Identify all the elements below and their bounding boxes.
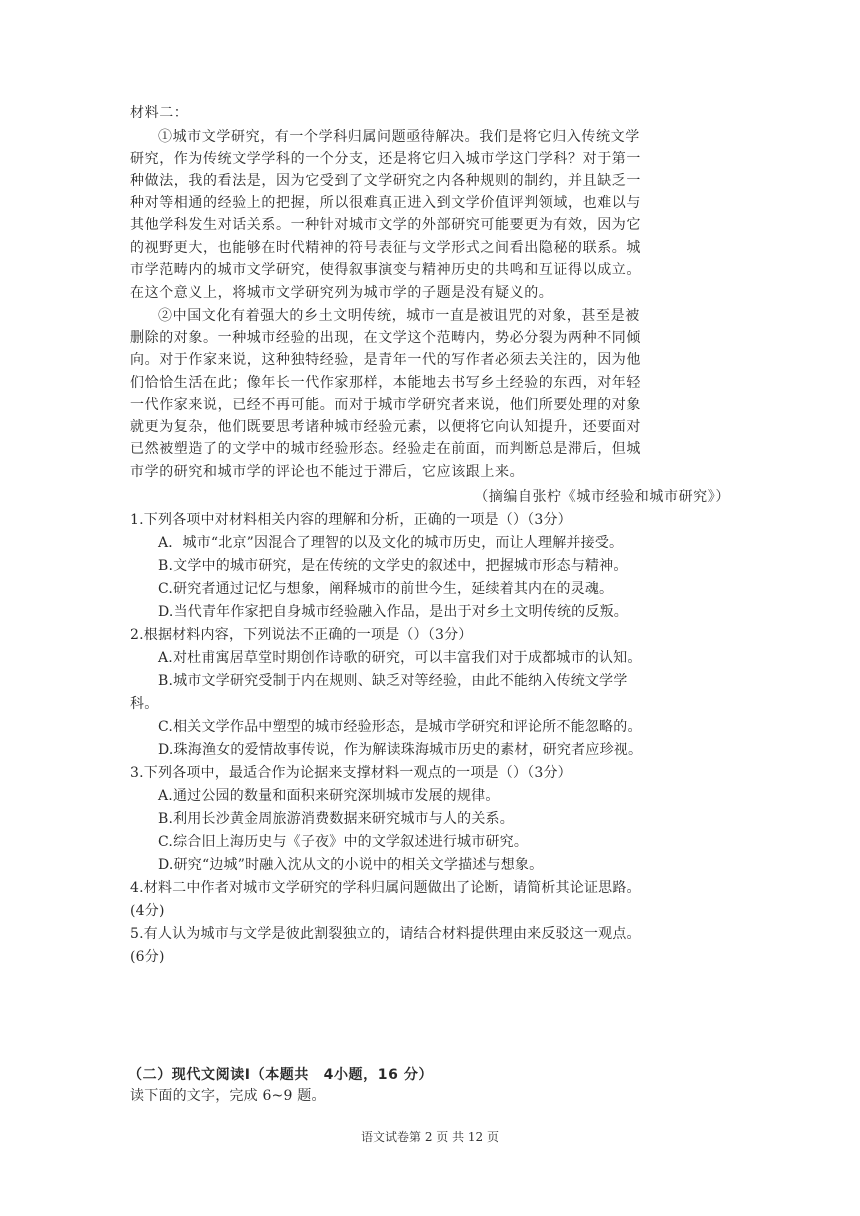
paragraph-line: ②中国文化有着强大的乡土文明传统，城市一直是被诅咒的对象，甚至是被 xyxy=(158,308,640,324)
paragraph-line: 种对等相通的经验上的把握，所以很难真正进入到文学价值评判领域，也难以与 xyxy=(130,195,641,211)
section-instruction: 读下面的文字，完成 6~9 题。 xyxy=(130,1088,326,1104)
q1-option-c: C.研究者通过记忆与想象，阐释城市的前世今生，延续着其内在的灵魂。 xyxy=(158,581,614,597)
paragraph-line: 其他学科发生对话关系。一种针对城市文学的外部研究可能要更为有效，因为它 xyxy=(130,217,641,233)
question-3-stem: 3.下列各项中，最适合作为论据来支撑材料一观点的一项是（）（3分） xyxy=(130,765,572,781)
paragraph-line: 删除的对象。一种城市经验的出现，在文学这个范畴内，势必分裂为两种不同倾 xyxy=(130,330,641,346)
q2-option-a: A.对杜甫寓居草堂时期创作诗歌的研究，可以丰富我们对于成都城市的认知。 xyxy=(158,650,642,666)
question-4-points: (4分) xyxy=(130,903,165,919)
question-5-stem: 5.有人认为城市与文学是彼此割裂独立的，请结合材料提供理由来反驳这一观点。 xyxy=(130,926,641,942)
paragraph-line: 们恰恰生活在此；像年长一代作家那样，本能地去书写乡土经验的东西，对年轻 xyxy=(130,375,641,391)
q2-option-b-continued: 科。 xyxy=(130,696,159,712)
question-2-stem: 2.根据材料内容，下列说法不正确的一项是（）（3分） xyxy=(130,627,473,643)
source-citation: （摘编自张柠《城市经验和城市研究》） xyxy=(474,489,730,505)
q1-option-d: D.当代青年作家把自身城市经验融入作品，是出于对乡土文明传统的反叛。 xyxy=(158,604,628,620)
q3-option-b: B.利用长沙黄金周旅游消费数据来研究城市与人的关系。 xyxy=(158,811,514,827)
question-1-stem: 1.下列各项中对材料相关内容的理解和分析，正确的一项是（）（3分） xyxy=(130,512,572,528)
paragraph-line: 研究，作为传统文学学科的一个分支，还是将它归入城市学这门学科？对于第一 xyxy=(130,151,641,167)
paragraph-line: 市学的研究和城市学的评论也不能过于滞后，它应该跟上来。 xyxy=(130,464,525,480)
q2-option-d: D.珠海渔女的爱情故事传说，作为解读珠海城市历史的素材，研究者应珍视。 xyxy=(158,742,643,758)
q2-option-c: C.相关文学作品中塑型的城市经验形态，是城市学研究和评论所不能忽略的。 xyxy=(158,719,642,735)
paragraph-line: 一代作家来说，已经不再可能。而对于城市学研究者来说，他们所要处理的对象 xyxy=(130,397,641,413)
paragraph-line: 向。对于作家来说，这种独特经验，是青年一代的写作者必须去关注的，因为他 xyxy=(130,352,641,368)
section-heading: （二）现代文阅读Ⅰ（本题共 4小题，16 分） xyxy=(128,1067,434,1083)
paragraph-line: 已然被塑造了的文学中的城市经验形态。经验走在前面，而判断总是滞后，但城 xyxy=(130,441,641,457)
q1-option-a: A．城市“北京”因混合了理智的以及文化的城市历史，而让人理解并接受。 xyxy=(158,535,624,551)
q2-option-b: B.城市文学研究受制于内在规则、缺乏对等经验，由此不能纳入传统文学学 xyxy=(158,673,628,689)
material-heading: 材料二： xyxy=(130,105,189,121)
q3-option-a: A.通过公园的数量和面积来研究深圳城市发展的规律。 xyxy=(158,788,500,804)
paragraph-line: 种做法，我的看法是，因为它受到了文学研究之内各种规则的制约，并且缺乏一 xyxy=(130,173,641,189)
q3-option-c: C.综合旧上海历史与《子夜》中的文学叙述进行城市研究。 xyxy=(158,834,529,850)
q1-option-b: B.文学中的城市研究，是在传统的文学史的叙述中，把握城市形态与精神。 xyxy=(158,558,628,574)
paragraph-line: 在这个意义上，将城市文学研究列为城市学的子题是没有疑义的。 xyxy=(130,285,554,301)
paragraph-line: 就更为复杂，他们既要思考诸种城市经验元素，以便将它向认知提升，还要面对 xyxy=(130,419,641,435)
question-4-stem: 4.材料二中作者对城市文学研究的学科归属问题做出了论断，请简析其论证思路。 xyxy=(130,880,641,896)
question-5-points: (6分) xyxy=(130,949,165,965)
q3-option-d: D.研究“边城”时融入沈从文的小说中的相关文学描述与想象。 xyxy=(158,857,544,873)
paragraph-line: 市学范畴内的城市文学研究，使得叙事演变与精神历史的共鸣和互证得以成立。 xyxy=(130,262,641,278)
paragraph-line: ①城市文学研究，有一个学科归属问题亟待解决。我们是将它归入传统文学 xyxy=(158,129,640,145)
paragraph-line: 的视野更大，也能够在时代精神的符号表征与文学形式之间看出隐秘的联系。城 xyxy=(130,240,641,256)
page-footer: 语文试卷第 2 页 共 12 页 xyxy=(361,1130,499,1144)
